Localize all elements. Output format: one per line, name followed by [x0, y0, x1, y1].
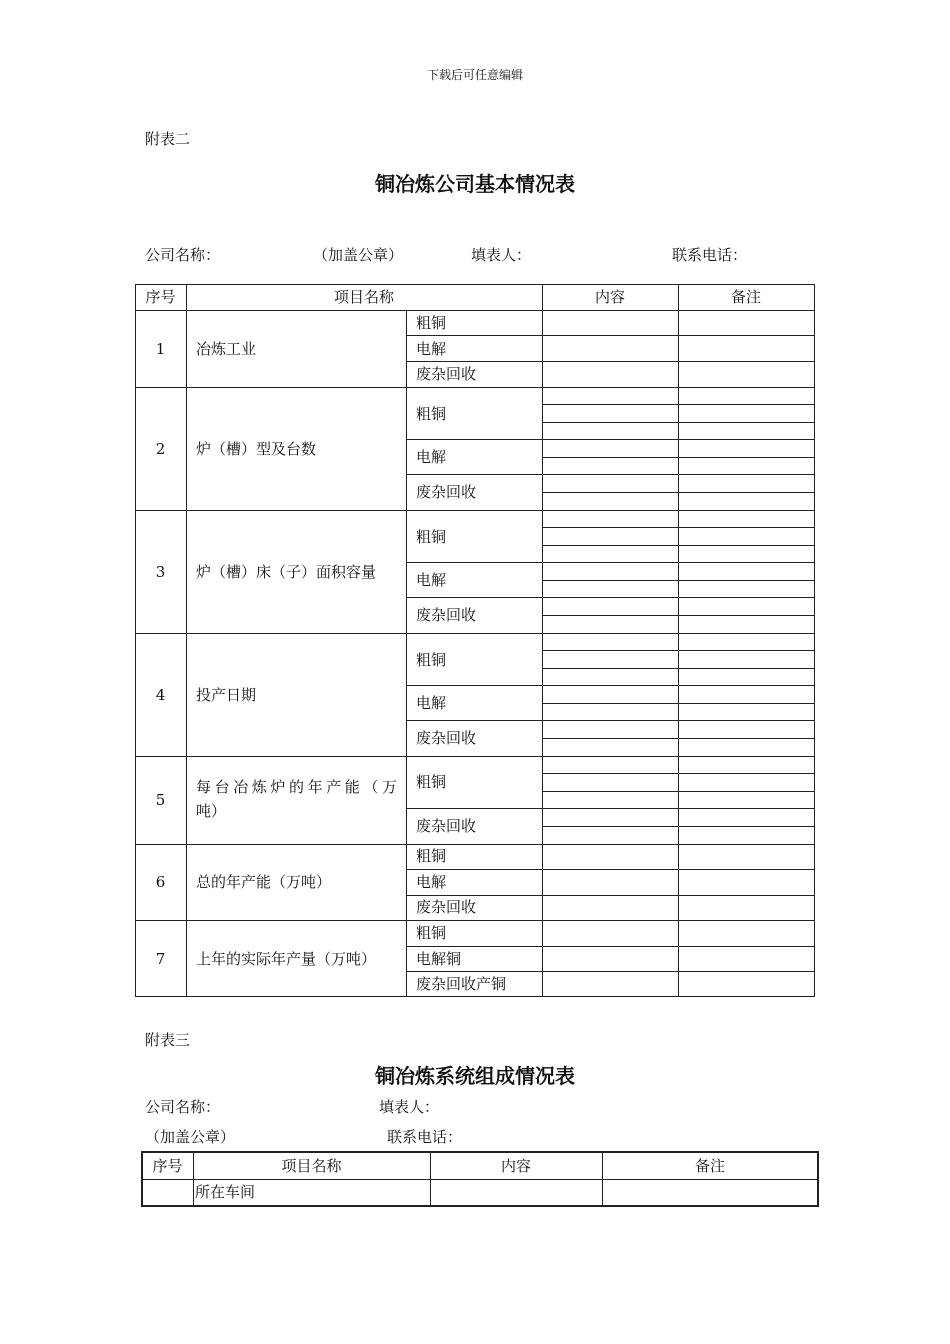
- table2-row1-item: 冶炼工业: [196, 340, 257, 358]
- table2-header-remark: 备注: [730, 288, 761, 306]
- table3-row1-item: 所在车间: [195, 1183, 256, 1201]
- table2-row5-item-line1: 每台冶炼炉的年产能（万: [196, 778, 397, 796]
- appendix3-filler-label: 填表人：: [379, 1098, 440, 1116]
- appendix3-phone-label: 联系电话：: [387, 1128, 463, 1146]
- table2-row3-sub2: 电解: [416, 571, 447, 589]
- table2-row4-sub3: 废杂回收: [416, 729, 477, 747]
- table3-header-content: 内容: [500, 1157, 531, 1175]
- table2-row5-seq: 5: [155, 791, 166, 809]
- table2-row3-seq: 3: [155, 563, 166, 581]
- table2-row4-item: 投产日期: [196, 686, 257, 704]
- table2-row3-item: 炉（槽）床（子）面积容量: [196, 563, 377, 581]
- table2-row6-item: 总的年产能（万吨）: [196, 873, 332, 891]
- table2-row2-sub2: 电解: [416, 448, 447, 466]
- table2-row2-sub1: 粗铜: [416, 405, 447, 423]
- table2-row5-sub1: 粗铜: [416, 773, 447, 791]
- table2-row2-seq: 2: [155, 440, 166, 458]
- table3-header-item: 项目名称: [281, 1157, 342, 1175]
- appendix3-seal-label: （加盖公章）: [145, 1128, 236, 1146]
- table2-row4-sub1: 粗铜: [416, 651, 447, 669]
- header-note: 下载后可任意编辑: [426, 68, 523, 82]
- table2-header-content: 内容: [594, 288, 625, 306]
- table3-header-seq: 序号: [152, 1157, 183, 1175]
- table2-row3-sub1: 粗铜: [416, 528, 447, 546]
- table2-row1-sub3: 废杂回收: [416, 365, 477, 383]
- table2-row2-sub3: 废杂回收: [416, 483, 477, 501]
- table2-row1-seq: 1: [155, 340, 166, 358]
- table2-row7-seq: 7: [155, 950, 166, 968]
- table2-row7-sub1: 粗铜: [416, 924, 447, 942]
- filler-label: 填表人：: [471, 246, 532, 264]
- table2-row3-sub3: 废杂回收: [416, 606, 477, 624]
- table2-row4-seq: 4: [155, 686, 166, 704]
- table2-row5-sub2: 废杂回收: [416, 817, 477, 835]
- table2-row4-sub2: 电解: [416, 694, 447, 712]
- table2-row5-item-line2: 吨）: [196, 802, 227, 820]
- table2-row7-item: 上年的实际年产量（万吨）: [196, 950, 377, 968]
- table2-row2-item: 炉（槽）型及台数: [196, 440, 317, 458]
- appendix3-label: 附表三: [145, 1031, 191, 1049]
- company-name-label: 公司名称：: [145, 246, 221, 264]
- appendix2-label: 附表二: [145, 130, 191, 148]
- table2-header-seq: 序号: [145, 288, 176, 306]
- table2-header-item: 项目名称: [333, 288, 394, 306]
- seal-label: （加盖公章）: [313, 246, 404, 264]
- table2-row1-sub2: 电解: [416, 340, 447, 358]
- appendix3-company-name-label: 公司名称：: [145, 1098, 221, 1116]
- table3-header-remark: 备注: [694, 1157, 725, 1175]
- table2-row6-sub3: 废杂回收: [416, 898, 477, 916]
- appendix2-title: 铜冶炼公司基本情况表: [375, 172, 575, 196]
- table2-row7-sub3: 废杂回收产铜: [416, 975, 507, 993]
- phone-label: 联系电话：: [672, 246, 748, 264]
- appendix3-title: 铜冶炼系统组成情况表: [375, 1064, 575, 1088]
- table2-row7-sub2: 电解铜: [416, 950, 462, 968]
- table2-row6-sub1: 粗铜: [416, 847, 447, 865]
- table2-row6-sub2: 电解: [416, 873, 447, 891]
- table2-row6-seq: 6: [155, 873, 166, 891]
- table2-row1-sub1: 粗铜: [416, 314, 447, 332]
